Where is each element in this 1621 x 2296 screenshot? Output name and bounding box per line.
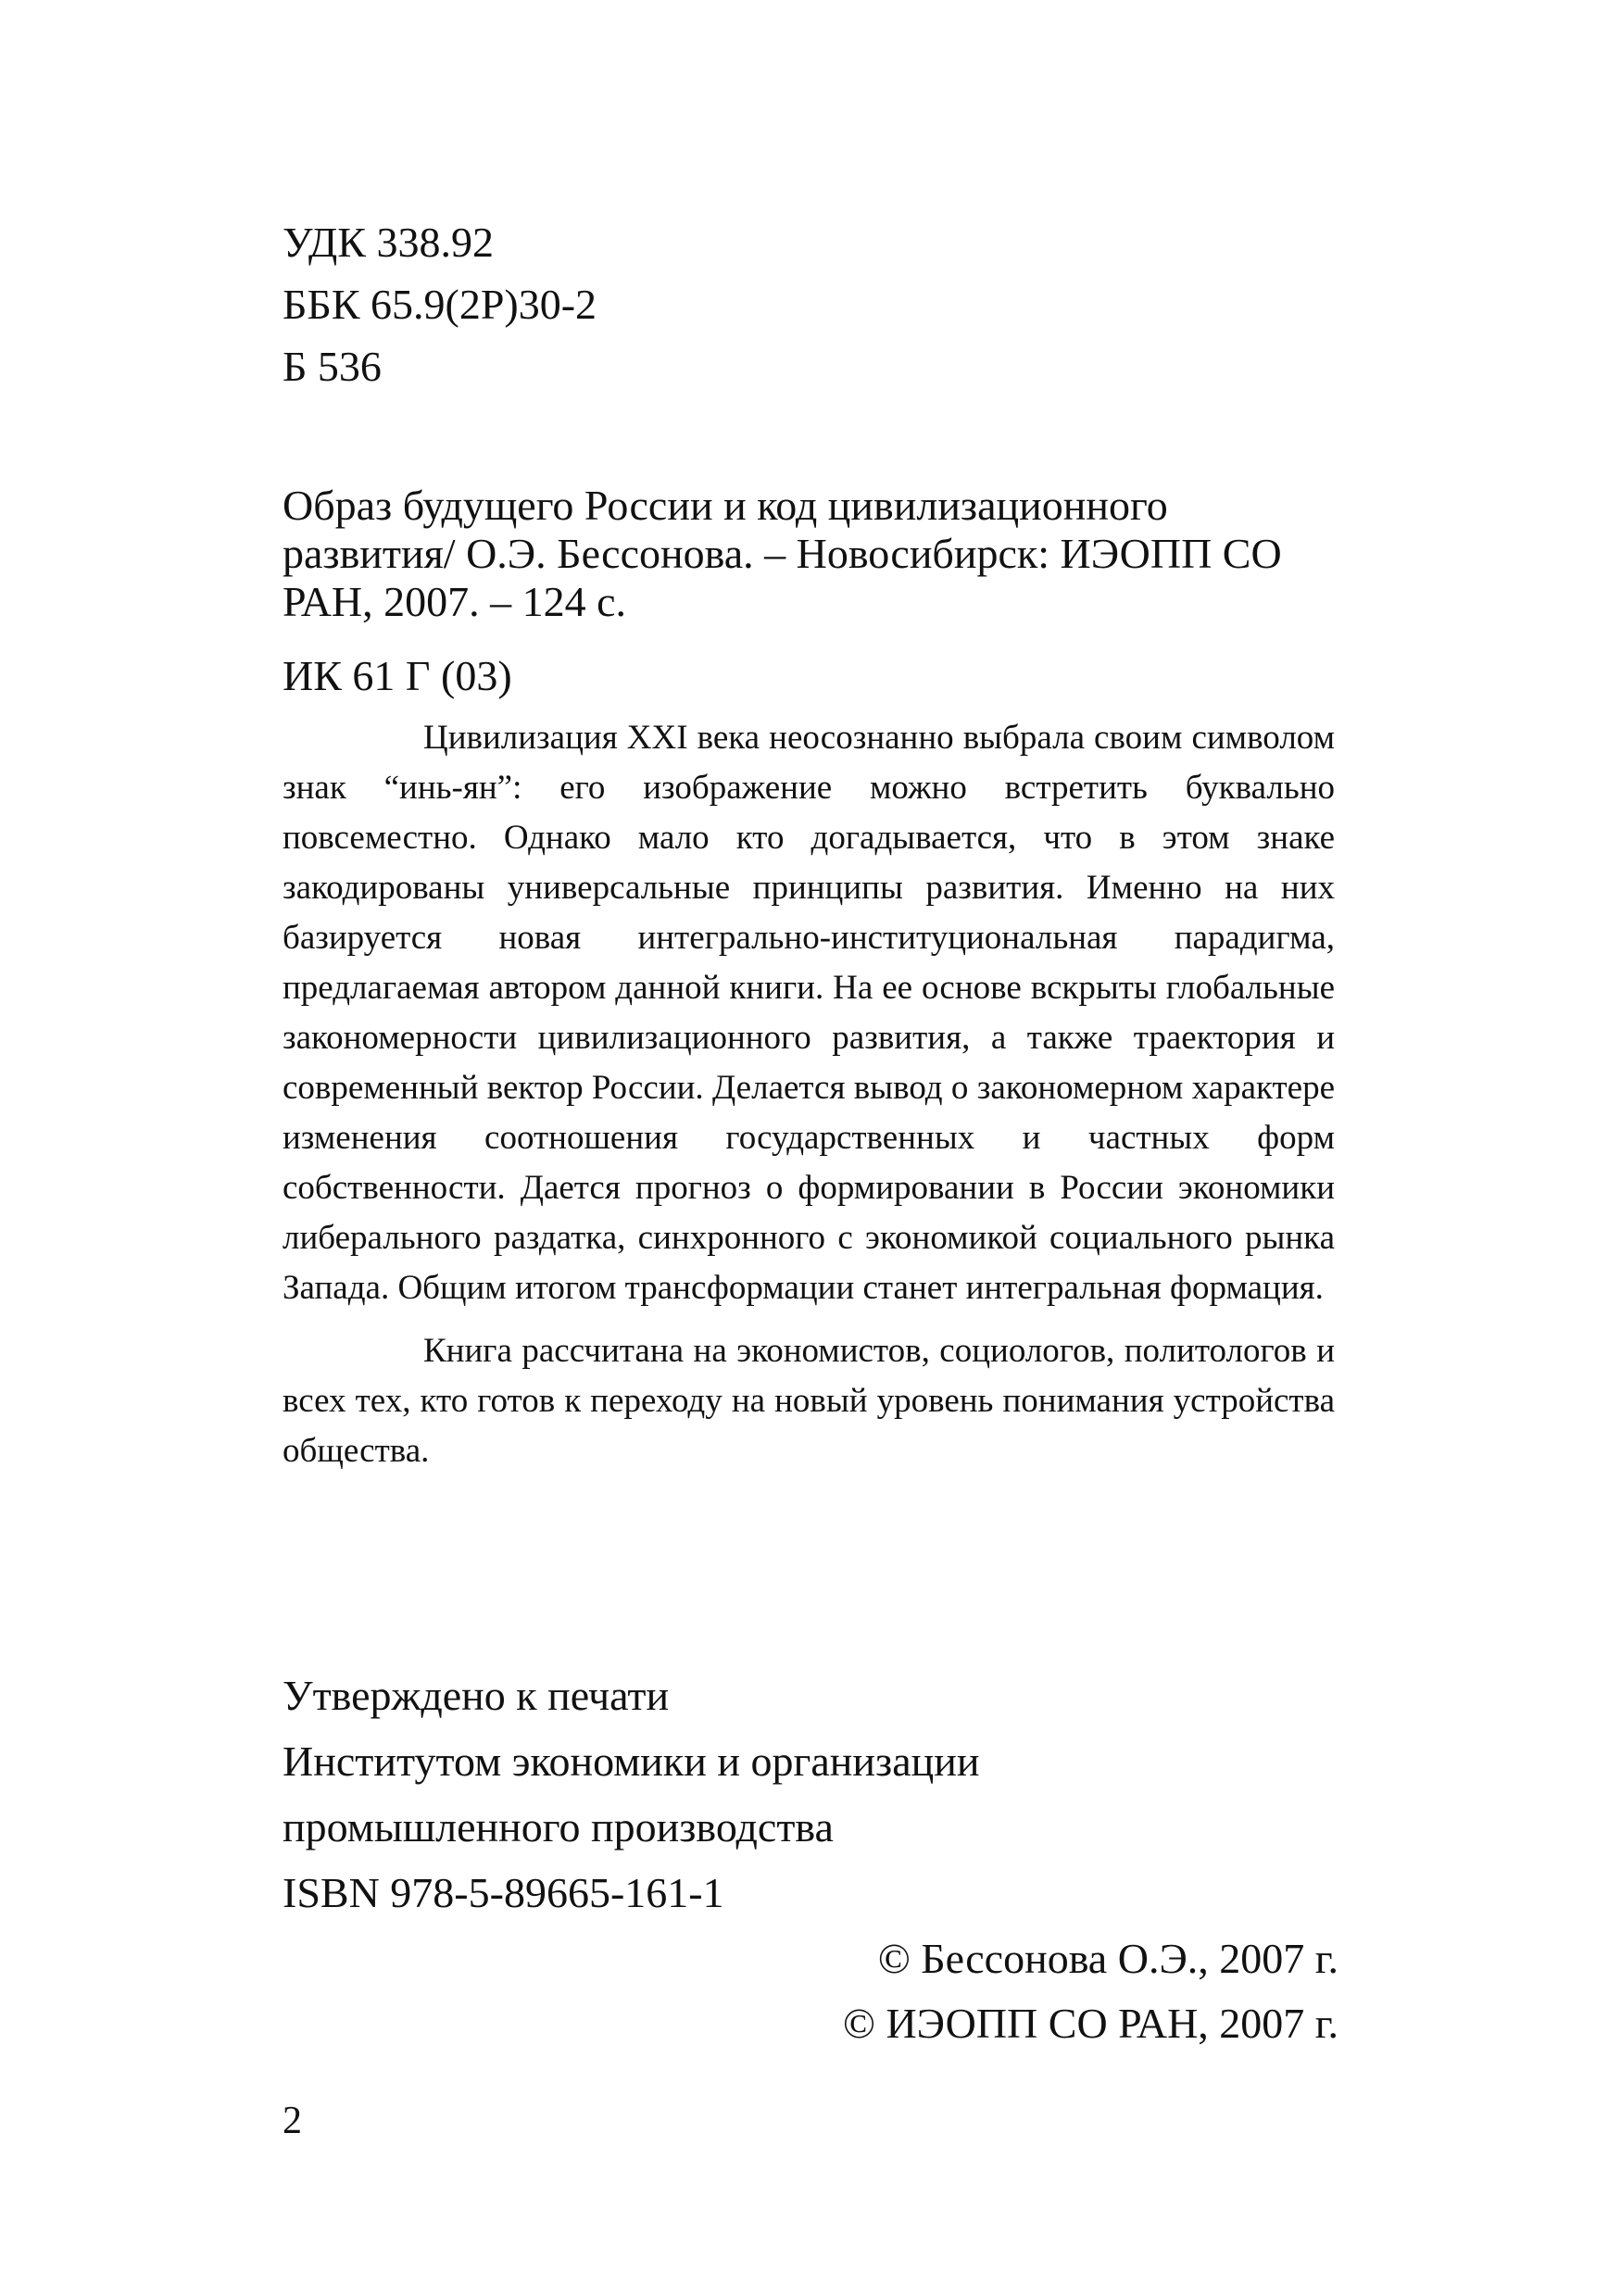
approval-line: Утверждено к печати xyxy=(283,1672,670,1719)
bbk-code: ББК 65.9(2Р)30-2 xyxy=(283,281,597,328)
bibliographic-record xyxy=(283,482,1320,706)
approval-institute-cont: промышленного производства xyxy=(283,1803,834,1851)
copyright-block xyxy=(843,1926,1338,2056)
audience-paragraph: Книга рассчитана на экономистов, социологов, политологов и всех тех, кто готов к переходу на новый уровень понимания устройства общества. xyxy=(283,1332,1335,1470)
copyright-institute: © ИЭОПП СО РАН, 2007 г. xyxy=(843,2000,1338,2047)
bibliographic-reference: Образ будущего России и код цивилизационного развития/ О.Э. Бессонова. – Новосибирск: ИЭОПП СО РАН, 2007. – 124 с. xyxy=(283,482,1282,625)
udk-code: УДК 338.92 xyxy=(283,219,494,266)
approval-block xyxy=(283,1662,1338,1926)
page-number: 2 xyxy=(283,2100,302,2142)
ik-code: ИК 61 Г (03) xyxy=(283,652,512,699)
copyright-author: © Бессонова О.Э., 2007 г. xyxy=(877,1935,1338,1982)
classification-codes xyxy=(283,211,1338,397)
approval-institute: Институтом экономики и организации xyxy=(283,1738,980,1785)
isbn: ISBN 978-5-89665-161-1 xyxy=(283,1869,724,1916)
abstract-paragraph: Цивилизация XXI века неосознанно выбрала своим символом знак “инь-ян”: его изображение можно встретить буквально повсеместно. Однако мало кто догадывается, что в этом знаке закодированы универсальные принципы развития. Именно на них базируется новая интегрально-институциональная парадигма, предлагаемая автором данной книги. На ее основе вскрыты глобальные закономерности цивилизационного развития, а также траектория и современный вектор России. Делается вывод о закономерном характере изменения соотношения государственных и частных форм собственности. Дается прогноз о формировании в России экономики либерального раздатка, синхронного с экономикой социального рынка Запада. Общим итогом трансформации станет интегральная формация. xyxy=(283,719,1335,1307)
abstract xyxy=(283,713,1335,1476)
author-mark: Б 536 xyxy=(283,343,382,390)
